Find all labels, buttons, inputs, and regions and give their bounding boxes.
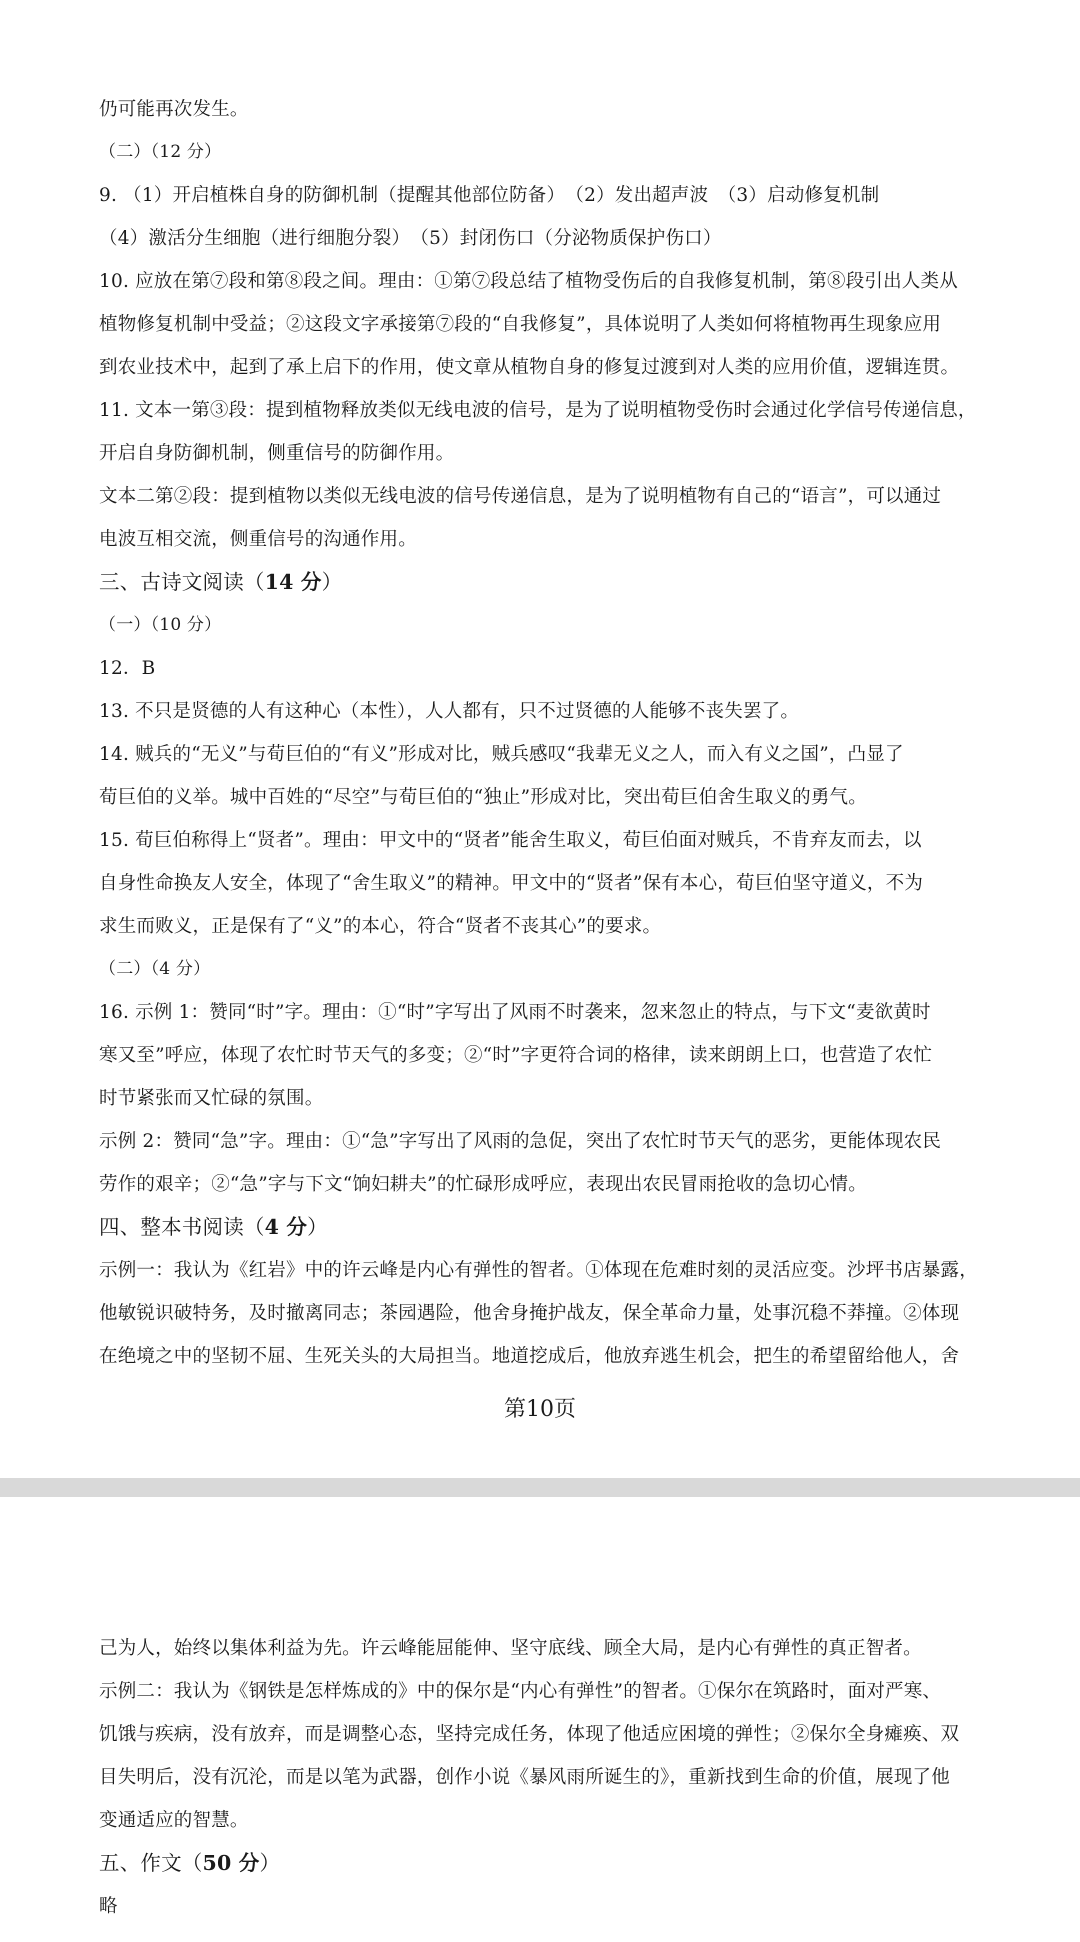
section-score: 14 分 [264,570,322,594]
text-line: （4）激活分生细胞（进行细胞分裂） （5）封闭伤口（分泌物质保护伤口） [99,228,722,249]
text-line: 示例一：我认为《红岩》中的许云峰是内心有弹性的智者。①体现在危难时刻的灵活应变。沙坪书店暴露， [99,1260,978,1281]
text-line: 饥饿与疾病，没有放弃，而是调整心态，坚持完成任务，体现了他适应困境的弹性；②保尔全身瘫痪、双 [99,1724,960,1745]
text-line: 电波互相交流，侧重信号的沟通作用。 [99,529,417,550]
section-heading-3 [99,561,985,604]
page-10-body [99,88,985,1378]
subsection-heading: （二）（12 分） [99,142,222,162]
section-title: 三、古诗文阅读（ [99,570,265,594]
section-title-tail: ） [307,1215,328,1239]
text-line: 16. 示例 1：赞同“时”字。理由：①“时”字写出了风雨不时袭来，忽来忽止的特点，与下文“麦欲黄时 [99,1002,931,1023]
text-line: 开启自身防御机制，侧重信号的防御作用。 [99,443,455,464]
text-line: 15. 荀巨伯称得上“贤者”。理由：甲文中的“贤者”能舍生取义，荀巨伯面对贼兵，不肯弃友而去，以 [99,830,922,851]
text-line: 劳作的艰辛；②“急”字与下文“饷妇耕夫”的忙碌形成呼应，表现出农民冒雨抢收的急切心情。 [99,1174,867,1195]
section-score: 4 分 [264,1215,308,1239]
text-line: 寒又至”呼应，体现了农忙时节天气的多变；②“时”字更符合词的格律，读来朗朗上口，也营造了农忙 [99,1045,933,1066]
text-line: 自身性命换友人安全，体现了“舍生取义”的精神。甲文中的“贤者”保有本心，荀巨伯坚守道义，不为 [99,873,924,894]
text-line: 示例二：我认为《钢铁是怎样炼成的》中的保尔是“内心有弹性”的智者。①保尔在筑路时，面对严寒、 [99,1681,942,1702]
text-line: 12．B [99,658,156,679]
text-line: 仍可能再次发生。 [99,99,249,120]
text-line: 9. （1）开启植株自身的防御机制（提醒其他部位防备） （2）发出超声波 （3）启动修复机制 [99,185,880,206]
page-separator [0,1478,1080,1497]
text-line: 时节紧张而又忙碌的氛围。 [99,1088,324,1109]
subsection-heading: （一）（10 分） [99,615,222,635]
section-title-tail: ） [321,570,343,594]
text-line: 求生而败义，正是保有了“义”的本心，符合“贤者不丧其心”的要求。 [99,916,662,937]
section-score: 50 分 [202,1851,260,1875]
text-line: 目失明后，没有沉沦，而是以笔为武器，创作小说《暴风雨所诞生的》，重新找到生命的价值，展现了他 [99,1767,950,1788]
text-line: 变通适应的智慧。 [99,1810,249,1831]
text-line: 荀巨伯的义举。城中百姓的“尽空”与荀巨伯的“独止”形成对比，突出荀巨伯舍生取义的勇气。 [99,787,867,808]
text-line: 到农业技术中，起到了承上启下的作用，使文章从植物自身的修复过渡到对人类的应用价值，逻辑连贯。 [99,357,960,378]
page-11-body [99,1627,985,1928]
section-title-tail: ） [259,1851,281,1875]
text-line: 文本二第②段：提到植物以类似无线电波的信号传递信息，是为了说明植物有自己的“语言”，可以通过 [99,486,942,507]
subsection-heading: （二）（4 分） [99,959,211,979]
section-heading-4 [99,1206,985,1249]
text-line: 己为人，始终以集体利益为先。许云峰能屈能伸、坚守底线、顾全大局，是内心有弹性的真正智者。 [99,1638,922,1659]
text-line: 略 [99,1896,118,1917]
text-line: 14. 贼兵的“无义”与荀巨伯的“有义”形成对比，贼兵感叹“我辈无义之人，而入有义之国”，凸显了 [99,744,904,765]
text-line: 11. 文本一第③段：提到植物释放类似无线电波的信号，是为了说明植物受伤时会通过化学信号传递信息， [99,400,977,421]
page-number: 第10页 [504,1397,576,1422]
text-line: 13. 不只是贤德的人有这种心（本性），人人都有，只不过贤德的人能够不丧失罢了。 [99,701,800,722]
text-line: 在绝境之中的坚韧不屈、生死关头的大局担当。地道挖成后，他放弃逃生机会，把生的希望留给他人，舍 [99,1346,960,1367]
section-title: 五、作文（ [99,1851,203,1875]
answer-page-11 [0,1497,1080,1942]
section-title: 四、整本书阅读（ [99,1215,265,1239]
section-heading-5 [99,1842,985,1885]
text-line: 植物修复机制中受益；②这段文字承接第⑦段的“自我修复”，具体说明了人类如何将植物再生现象应用 [99,314,942,335]
text-line: 他敏锐识破特务，及时撤离同志；茶园遇险，他舍身掩护战友，保全革命力量，处事沉稳不莽撞。②体现 [99,1303,960,1324]
text-line: 示例 2：赞同“急”字。理由：①“急”字写出了风雨的急促，突出了农忙时节天气的恶劣，更能体现农民 [99,1131,942,1152]
text-line: 10. 应放在第⑦段和第⑧段之间。理由：①第⑦段总结了植物受伤后的自我修复机制，第⑧段引出人类从 [99,271,958,292]
